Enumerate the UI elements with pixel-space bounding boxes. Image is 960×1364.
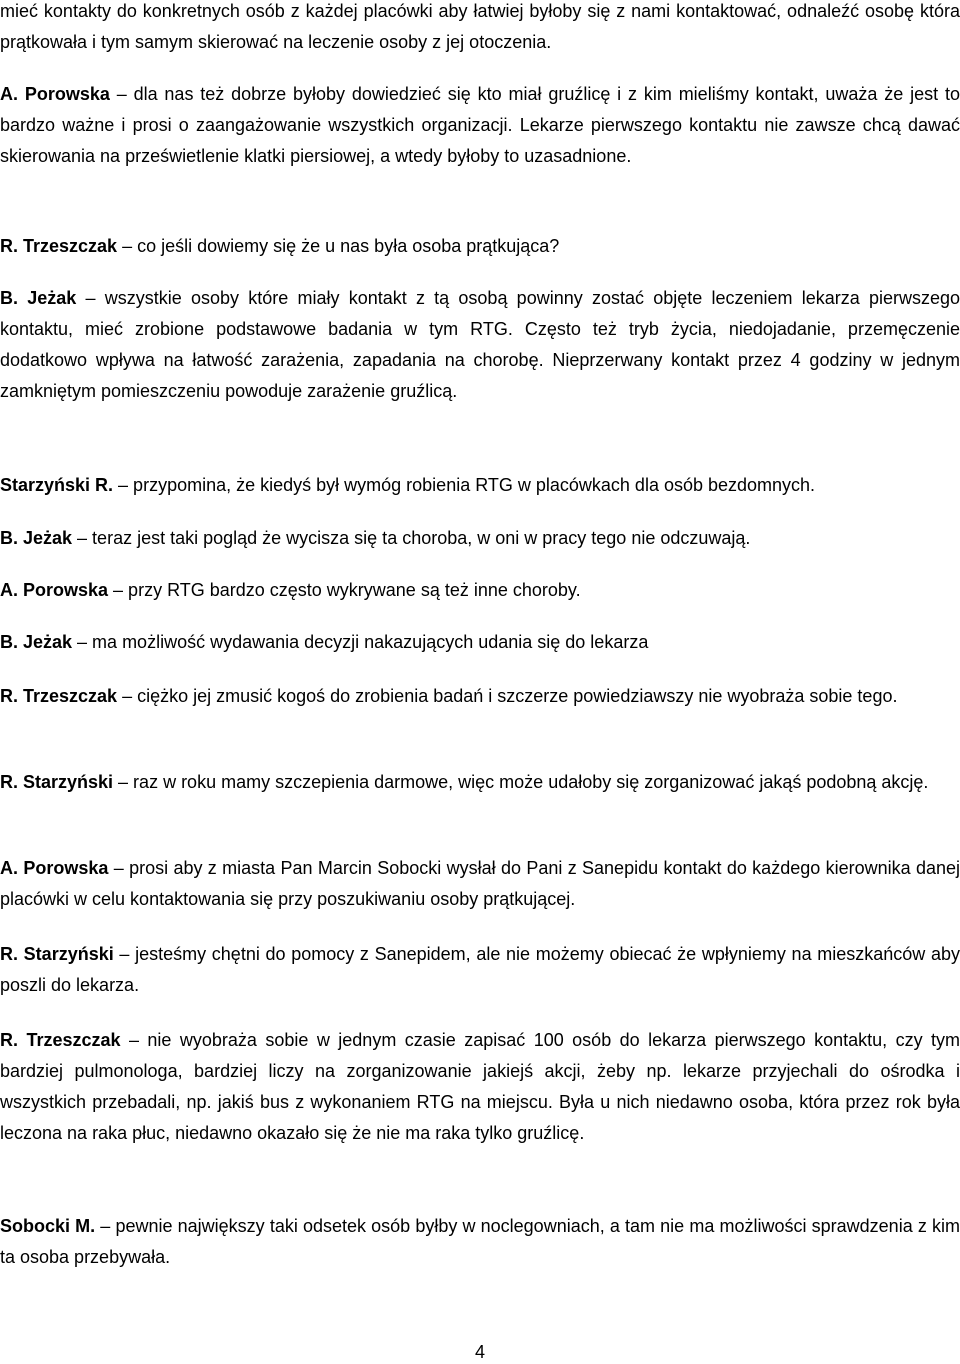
paragraph-11 <box>0 853 960 915</box>
paragraph-text: – prosi aby z miasta Pan Marcin Sobocki wysłał do Pani z Sanepidu kontakt do każdego kierownika danej placówki w celu kontaktowania się przy poszukiwaniu osoby prątkującej. <box>0 858 960 909</box>
speaker-name: B. Jeżak <box>0 528 73 548</box>
paragraph-text: mieć kontakty do konkretnych osób z każdej placówki aby łatwiej byłoby się z nami kontaktować, odnaleźć osobę która prątkowała i tym samym skierować na leczenie osoby z jej otoczenia. <box>0 1 960 52</box>
paragraph-text: – jesteśmy chętni do pomocy z Sanepidem, ale nie możemy obiecać że wpłyniemy na mieszkańców aby poszli do lekarza. <box>0 944 960 995</box>
paragraph-5 <box>0 470 960 501</box>
paragraph-text: – dla nas też dobrze byłoby dowiedzieć się kto miał gruźlicę i z kim mieliśmy kontakt, uważa że jest to bardzo ważne i prosi o zaangażowanie wszystkich organizacji. Lekarze pierwszego kontaktu nie zawsze chcą dawać skierowania na prześwietlenie klatki piersiowej, a wtedy byłoby to uzasadnione. <box>0 84 960 166</box>
paragraph-4 <box>0 283 960 407</box>
speaker-name: Sobocki M. <box>0 1216 96 1236</box>
paragraph-text: – raz w roku mamy szczepienia darmowe, więc może udałoby się zorganizować jakąś podobną akcję. <box>113 772 929 792</box>
paragraph-2 <box>0 79 960 172</box>
paragraph-13 <box>0 1025 960 1149</box>
paragraph-text: – ma możliwość wydawania decyzji nakazujących udania się do lekarza <box>72 632 649 652</box>
speaker-name: B. Jeżak <box>0 288 77 308</box>
paragraph-text: – co jeśli dowiemy się że u nas była osoba prątkująca? <box>117 236 560 256</box>
paragraph-10 <box>0 767 960 798</box>
paragraph-9 <box>0 681 960 712</box>
speaker-name: A. Porowska <box>0 84 110 104</box>
speaker-name: A. Porowska <box>0 858 109 878</box>
paragraph-text: – teraz jest taki pogląd że wycisza się ta choroba, w oni w pracy tego nie odczuwają. <box>72 528 751 548</box>
paragraph-text: – pewnie największy taki odsetek osób byłby w noclegowniach, a tam nie ma możliwości sprawdzenia z kim ta osoba przebywała. <box>0 1216 960 1267</box>
paragraph-12 <box>0 939 960 1001</box>
speaker-name: A. Porowska <box>0 580 109 600</box>
speaker-name: R. Trzeszczak <box>0 1030 121 1050</box>
paragraph-text: – przy RTG bardzo często wykrywane są też inne choroby. <box>108 580 581 600</box>
paragraph-6 <box>0 523 960 554</box>
paragraph-1 <box>0 0 960 58</box>
paragraph-text: – nie wyobraża sobie w jednym czasie zapisać 100 osób do lekarza pierwszego kontaktu, czy tym bardziej pulmonologa, bardziej liczy na zorganizowanie jakiejś akcji, żeby np. lekarze przyjechali do ośrodka i wszystkich przebadali, np. jakiś bus z wykonaniem RTG na miejscu. Była u nich niedawno osoba, która przez rok była leczona na raka płuc, niedawno okazało się że nie ma raka tylko gruźlicę. <box>0 1030 960 1143</box>
speaker-name: R. Starzyński <box>0 772 114 792</box>
speaker-name: R. Trzeszczak <box>0 686 118 706</box>
paragraph-8 <box>0 627 960 658</box>
paragraph-text: – ciężko jej zmusić kogoś do zrobienia badań i szczerze powiedziawszy nie wyobraża sobie tego. <box>117 686 898 706</box>
paragraph-text: – przypomina, że kiedyś był wymóg robienia RTG w placówkach dla osób bezdomnych. <box>113 475 816 495</box>
paragraph-7 <box>0 575 960 606</box>
paragraph-14 <box>0 1211 960 1273</box>
page-number: 4 <box>474 1342 485 1362</box>
speaker-name: Starzyński R. <box>0 475 114 495</box>
speaker-name: R. Trzeszczak <box>0 236 118 256</box>
paragraph-3 <box>0 231 960 262</box>
speaker-name: R. Starzyński <box>0 944 114 964</box>
speaker-name: B. Jeżak <box>0 632 73 652</box>
paragraph-text: – wszystkie osoby które miały kontakt z tą osobą powinny zostać objęte leczeniem lekarza pierwszego kontaktu, mieć zrobione podstawowe badania w tym RTG. Często też tryb życia, niedojadanie, przemęczenie dodatkowo wpływa na łatwość zarażenia, zapadania na chorobę. Nieprzerwany kontakt przez 4 godziny w jednym zamkniętym pomieszczeniu powoduje zarażenie gruźlicą. <box>0 288 960 401</box>
